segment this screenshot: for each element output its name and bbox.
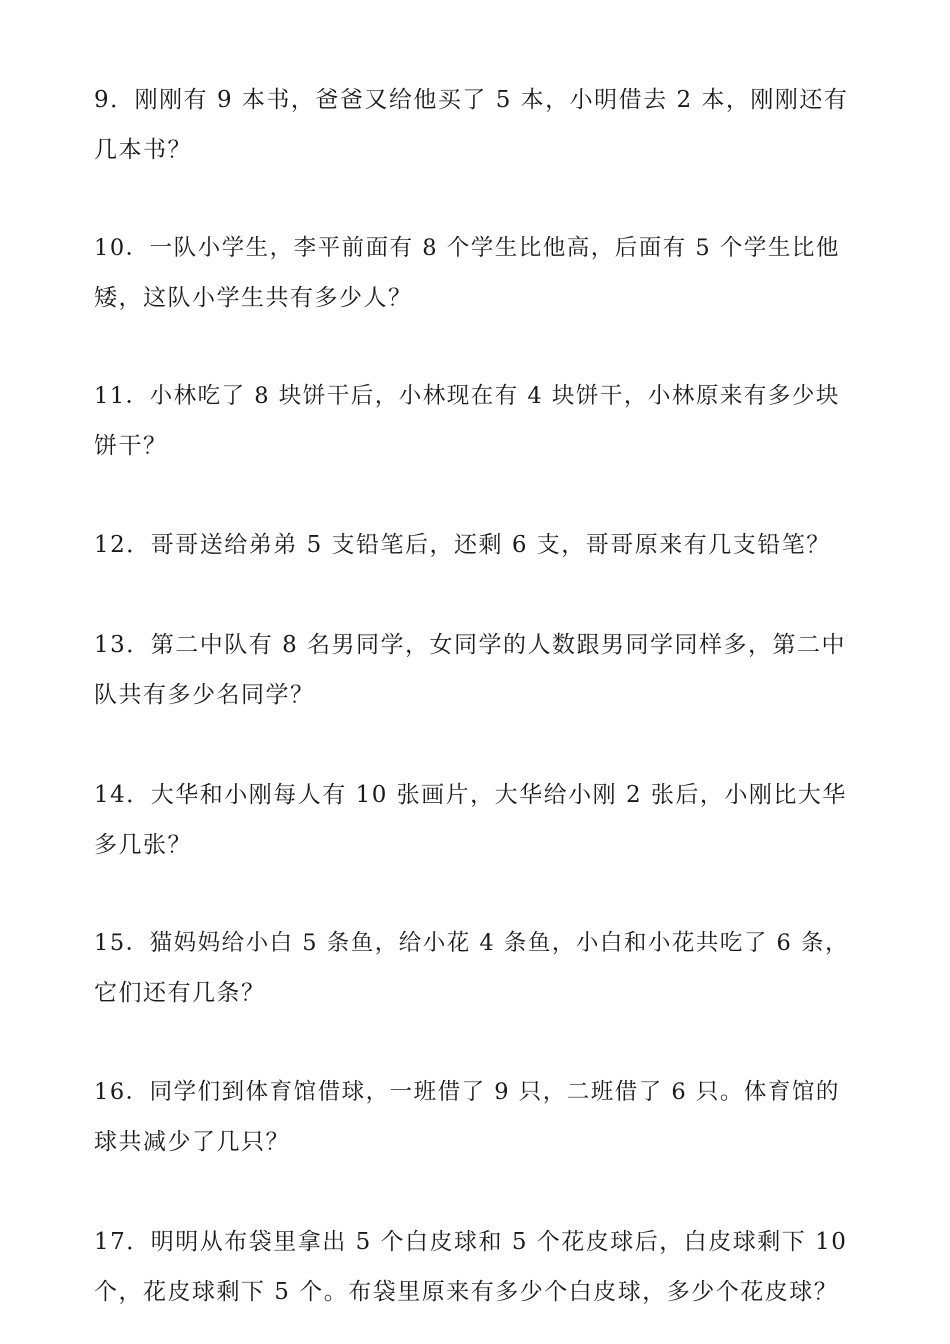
problem-10 (94, 223, 854, 323)
problem-9 (94, 75, 854, 175)
problem-13 (94, 620, 854, 720)
problem-text-line: 16．同学们到体育馆借球，一班借了 9 只，二班借了 6 只。体育馆的 (94, 1079, 840, 1105)
problem-text-line: 13．第二中队有 8 名男同学，女同学的人数跟男同学同样多，第二中 (94, 632, 847, 658)
problem-12 (94, 520, 854, 570)
problem-16 (94, 1067, 854, 1167)
problem-text-line: 15．猫妈妈给小白 5 条鱼，给小花 4 条鱼，小白和小花共吃了 6 条， (94, 930, 849, 956)
problem-17 (94, 1217, 854, 1317)
problem-text-line: 个，花皮球剩下 5 个。布袋里原来有多少个白皮球，多少个花皮球？ (94, 1279, 839, 1305)
problem-text-line: 9．刚刚有 9 本书，爸爸又给他买了 5 本，小明借去 2 本，刚刚还有 (94, 87, 849, 113)
problem-text-line: 12．哥哥送给弟弟 5 支铅笔后，还剩 6 支，哥哥原来有几支铅笔？ (94, 532, 831, 558)
problem-text-line: 14．大华和小刚每人有 10 张画片，大华给小刚 2 张后，小刚比大华 (94, 782, 847, 808)
problem-text-line: 饼干？ (94, 433, 168, 459)
problem-11 (94, 371, 854, 471)
problem-text-line: 球共减少了几只？ (94, 1129, 290, 1155)
problem-14 (94, 770, 854, 870)
problem-text-line: 队共有多少名同学？ (94, 682, 315, 708)
problem-15 (94, 918, 854, 1018)
problem-text-line: 几本书？ (94, 137, 192, 163)
problem-text-line: 它们还有几条？ (94, 980, 266, 1006)
problem-text-line: 17．明明从布袋里拿出 5 个白皮球和 5 个花皮球后，白皮球剩下 10 (94, 1229, 848, 1255)
problem-text-line: 多几张？ (94, 832, 192, 858)
problem-text-line: 11．小林吃了 8 块饼干后，小林现在有 4 块饼干，小林原来有多少块 (94, 383, 840, 409)
problem-text-line: 10．一队小学生，李平前面有 8 个学生比他高，后面有 5 个学生比他 (94, 235, 840, 261)
problem-text-line: 矮，这队小学生共有多少人？ (94, 285, 413, 311)
